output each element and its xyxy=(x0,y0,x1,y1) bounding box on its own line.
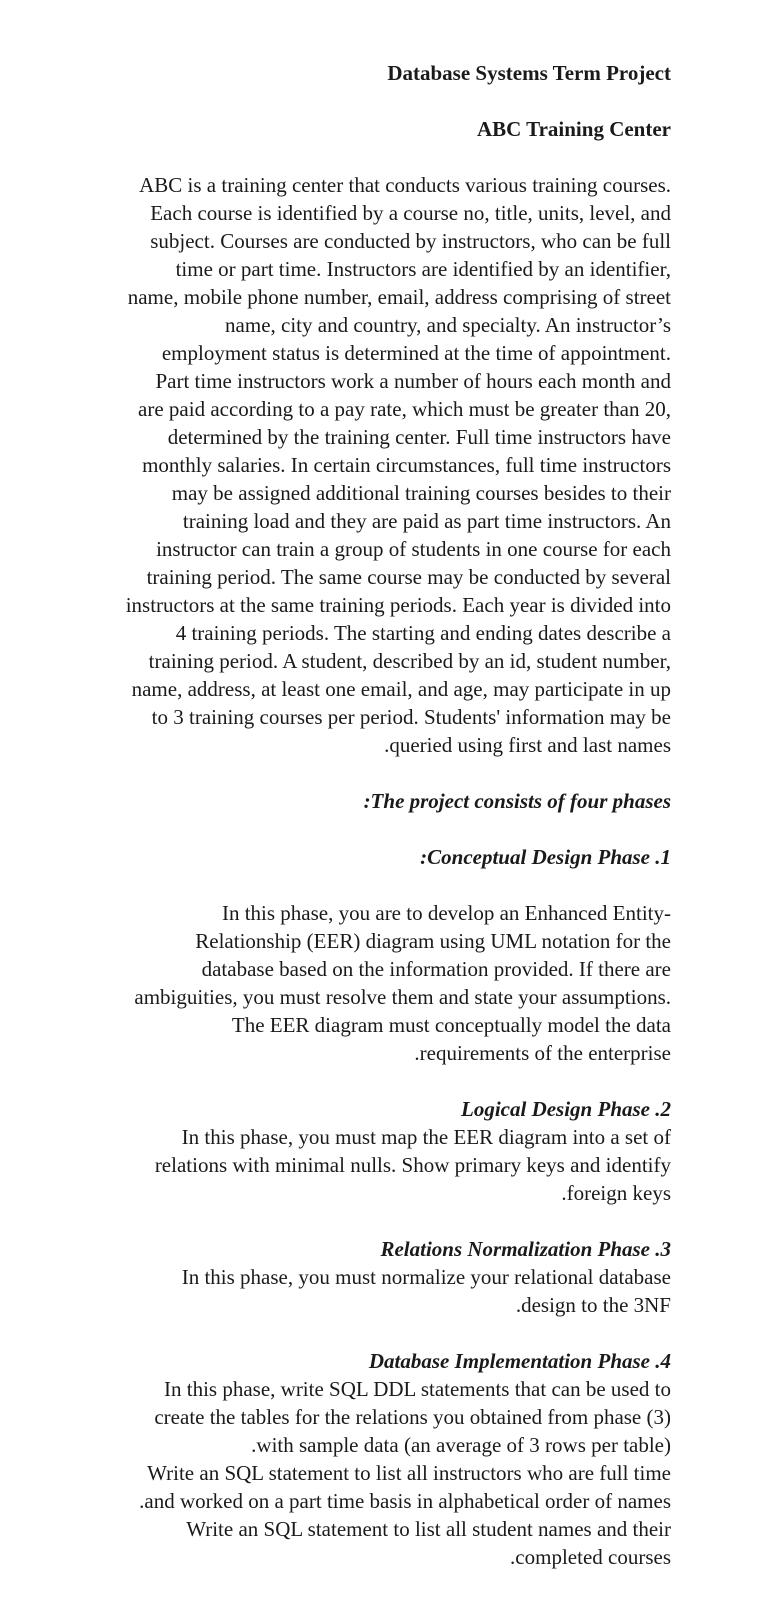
phase1-line: database based on the information provided. If there are xyxy=(201,957,671,981)
description-line: training period. A student, described by an id, student number, xyxy=(148,649,671,673)
description-line: subject. Courses are conducted by instructors, who can be full xyxy=(150,229,671,253)
phase4-line: create the tables for the relations you obtained from phase (3) xyxy=(154,1405,671,1429)
description-line: training period. The same course may be conducted by several xyxy=(146,565,671,589)
phase1-line: Relationship (EER) diagram using UML notation for the xyxy=(195,929,671,953)
phase1-line: In this phase, you are to develop an Enhanced Entity- xyxy=(221,901,671,925)
description-line: to 3 training courses per period. Students' information may be xyxy=(151,705,671,729)
description-line: .queried using first and last names xyxy=(384,733,671,757)
description-line: monthly salaries. In certain circumstances, full time instructors xyxy=(142,453,671,477)
phase4-line: .and worked on a part time basis in alphabetical order of names xyxy=(139,1489,671,1513)
phase4-line: Write an SQL statement to list all instructors who are full time xyxy=(147,1461,671,1485)
phase1-line: The EER diagram must conceptually model the data xyxy=(231,1013,671,1037)
phase2-line: In this phase, you must map the EER diagram into a set of xyxy=(181,1125,671,1149)
phases-heading: :The project consists of four phases xyxy=(363,789,671,813)
phase1-line: ambiguities, you must resolve them and state your assumptions. xyxy=(134,985,671,1009)
description-line: 4 training periods. The starting and ending dates describe a xyxy=(175,621,671,645)
description-line: employment status is determined at the time of appointment. xyxy=(161,341,671,365)
description-line: determined by the training center. Full time instructors have xyxy=(167,425,671,449)
description-line: may be assigned additional training courses besides to their xyxy=(171,481,671,505)
description-line: name, address, at least one email, and age, may participate in up xyxy=(131,677,671,701)
phase2-heading: Logical Design Phase .2 xyxy=(461,1097,671,1121)
description-line: name, mobile phone number, email, address comprising of street xyxy=(127,285,671,309)
phase1-heading: :Conceptual Design Phase .1 xyxy=(420,845,671,869)
phase4-line: Write an SQL statement to list all student names and their xyxy=(186,1517,671,1541)
phase3-heading: Relations Normalization Phase .3 xyxy=(380,1237,671,1261)
phase3-line: .design to the 3NF xyxy=(515,1293,671,1317)
description-line: name, city and country, and specialty. An instructor’s xyxy=(225,313,671,337)
document-title: Database Systems Term Project xyxy=(387,61,671,85)
phase4-line: .completed courses xyxy=(510,1545,671,1569)
phase4-line: .with sample data (an average of 3 rows per table) xyxy=(251,1433,671,1457)
description-line: ABC is a training center that conducts various training courses. xyxy=(139,173,671,197)
description-line: training load and they are paid as part time instructors. An xyxy=(182,509,671,533)
phase2-line: relations with minimal nulls. Show primary keys and identify xyxy=(154,1153,671,1177)
description-line: Each course is identified by a course no, title, units, level, and xyxy=(150,201,671,225)
description-line: Part time instructors work a number of hours each month and xyxy=(155,369,671,393)
phase1-line: .requirements of the enterprise xyxy=(414,1041,671,1065)
description-line: are paid according to a pay rate, which must be greater than 20, xyxy=(138,397,671,421)
phase3-line: In this phase, you must normalize your relational database xyxy=(181,1265,671,1289)
document-subtitle: ABC Training Center xyxy=(476,117,671,141)
description-line: instructors at the same training periods. Each year is divided into xyxy=(125,593,671,617)
phase2-line: .foreign keys xyxy=(561,1181,671,1205)
description-line: instructor can train a group of students in one course for each xyxy=(156,537,671,561)
phase4-line: In this phase, write SQL DDL statements that can be used to xyxy=(164,1377,671,1401)
phase4-heading: Database Implementation Phase .4 xyxy=(368,1349,671,1373)
description-line: time or part time. Instructors are identified by an identifier, xyxy=(175,257,671,281)
